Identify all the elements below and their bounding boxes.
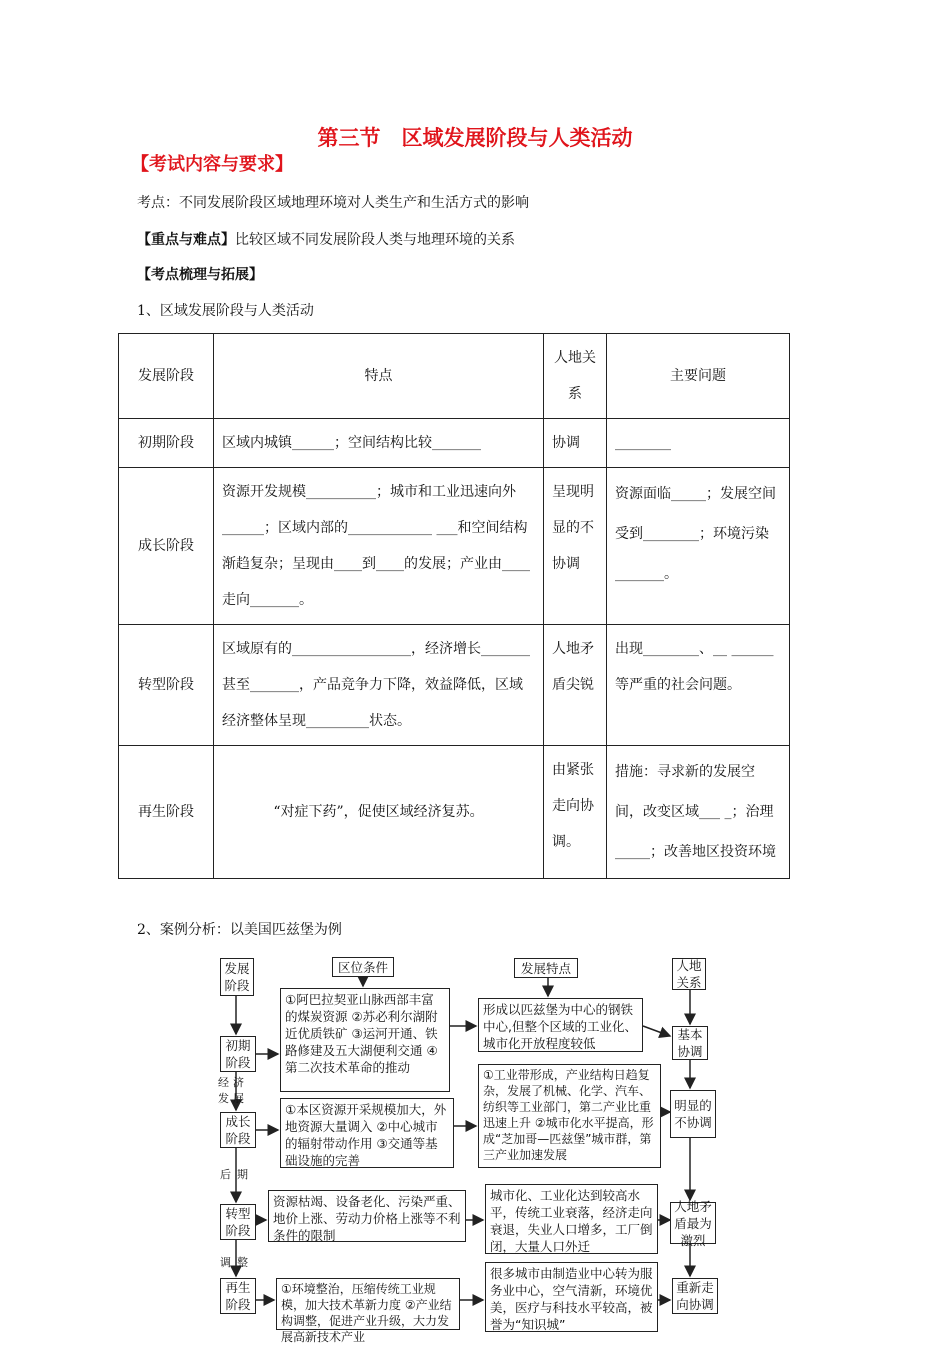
location-growth-box: ①本区资源开采规模加大，外地资源大量调入 ②中心城市的辐射带动作用 ③交通等基础设施的完善 — [280, 1098, 454, 1168]
stage-initial-box: 初期阶段 — [220, 1036, 256, 1072]
section-1-heading: 1、区域发展阶段与人类活动 — [137, 303, 314, 319]
feature-header-box: 发展特点 — [514, 958, 578, 978]
feature-cell: 区域内城镇______；空间结构比较_______ — [214, 419, 544, 468]
stage-cell: 成长阶段 — [119, 468, 214, 625]
feature-cell: “对症下药”，促使区域经济复苏。 — [214, 746, 544, 879]
problem-cell: ________ — [607, 419, 790, 468]
header-relation: 人地关系 — [544, 334, 607, 419]
location-regeneration-box: ①环境整治，压缩传统工业规模，加大技术革新力度 ②产业结构调整，促进产业升级，大力发展高新技术产业 — [276, 1278, 460, 1330]
requirements-heading: 【考试内容与要求】 — [131, 154, 293, 175]
stage-cell: 转型阶段 — [119, 625, 214, 746]
relation-growth-box: 明显的不协调 — [670, 1090, 716, 1138]
table-row — [119, 419, 790, 468]
relation-header-box: 人地关系 — [672, 958, 706, 990]
feature-growth-box: ①工业带形成，产业结构日趋复杂，发展了机械、化学、汽车、纺织等工业部门，第二产业比重迅速上升 ②城市化水平提高，形成“芝加哥—匹兹堡”城市群，第三产业加速发展 — [478, 1064, 661, 1168]
relation-initial-box: 基本协调 — [672, 1026, 708, 1060]
stage-table — [118, 333, 790, 879]
location-header-box: 区位条件 — [332, 957, 394, 977]
stage-cell: 初期阶段 — [119, 419, 214, 468]
stage-transition-box: 转型阶段 — [220, 1204, 256, 1240]
transition-label-1: 经济发展 — [218, 1076, 248, 1105]
relation-cell: 由紧张走向协调。 — [544, 746, 607, 879]
relation-cell: 协调 — [544, 419, 607, 468]
location-initial-box: ①阿巴拉契亚山脉西部丰富的煤炭资源 ②苏必利尔湖附近优质铁矿 ③运河开通、铁路修建及五大湖便利交通 ④第二次技术革命的推动 — [280, 988, 450, 1092]
table-row — [119, 746, 790, 879]
feature-cell: 资源开发规模__________；城市和工业迅速向外______；区域内部的____________ ___和空间结构渐趋复杂；呈现由____到____的发展；产业由____走向_______。 — [214, 468, 544, 625]
problem-cell: 资源面临_____；发展空间受到________；环境污染_______。 — [607, 468, 790, 625]
exam-point: 考点：不同发展阶段区域地理环境对人类生产和生活方式的影响 — [137, 195, 529, 211]
key-points — [137, 229, 515, 249]
relation-regeneration-box: 重新走向协调 — [672, 1278, 718, 1314]
table-row — [119, 468, 790, 625]
relation-cell: 人地矛盾尖锐 — [544, 625, 607, 746]
transition-label-2: 后期 — [220, 1168, 254, 1181]
header-feature: 特点 — [214, 334, 544, 419]
transition-label-3: 调整 — [220, 1256, 254, 1269]
key-points-label: 【重点与难点】 — [137, 232, 235, 248]
pittsburgh-diagram — [208, 952, 748, 1344]
problem-cell: 措施：寻求新的发展空间，改变区域___ _；治理_____；改善地区投资环境 — [607, 746, 790, 879]
table-row — [119, 625, 790, 746]
header-problem: 主要问题 — [607, 334, 790, 419]
feature-initial-box: 形成以匹兹堡为中心的钢铁中心,但整个区域的工业化、城市化开放程度较低 — [478, 998, 643, 1052]
feature-regeneration-box: 很多城市由制造业中心转为服务业中心，空气清新，环境优美，医疗与科技水平较高，被誉为“知识城” — [485, 1262, 658, 1332]
relation-transition-box: 人地矛盾最为激烈 — [670, 1202, 716, 1244]
section-2-heading: 2、案例分析：以美国匹兹堡为例 — [137, 922, 342, 938]
problem-cell: 出现________、__ ______等严重的社会问题。 — [607, 625, 790, 746]
stage-cell: 再生阶段 — [119, 746, 214, 879]
relation-cell: 呈现明显的不协调 — [544, 468, 607, 625]
stage-growth-box: 成长阶段 — [220, 1112, 256, 1148]
stage-header-box: 发展阶段 — [220, 958, 254, 996]
key-points-text: 比较区域不同发展阶段人类与地理环境的关系 — [235, 232, 515, 248]
feature-cell: 区域原有的_________________，经济增长_______甚至_______，产品竞争力下降，效益降低，区域经济整体呈现_________状态。 — [214, 625, 544, 746]
page-title: 第三节 区域发展阶段与人类活动 — [317, 126, 633, 150]
header-stage: 发展阶段 — [119, 334, 214, 419]
feature-transition-box: 城市化、工业化达到较高水平，传统工业衰落，经济走向衰退，失业人口增多，工厂倒闭，大量人口外迁 — [485, 1184, 658, 1254]
location-transition-box: 资源枯竭、设备老化、污染严重、地价上涨、劳动力价格上涨等不利条件的限制 — [268, 1190, 466, 1242]
stage-regeneration-box: 再生阶段 — [220, 1278, 256, 1314]
review-heading: 【考点梳理与拓展】 — [137, 267, 263, 283]
table-header-row — [119, 334, 790, 419]
